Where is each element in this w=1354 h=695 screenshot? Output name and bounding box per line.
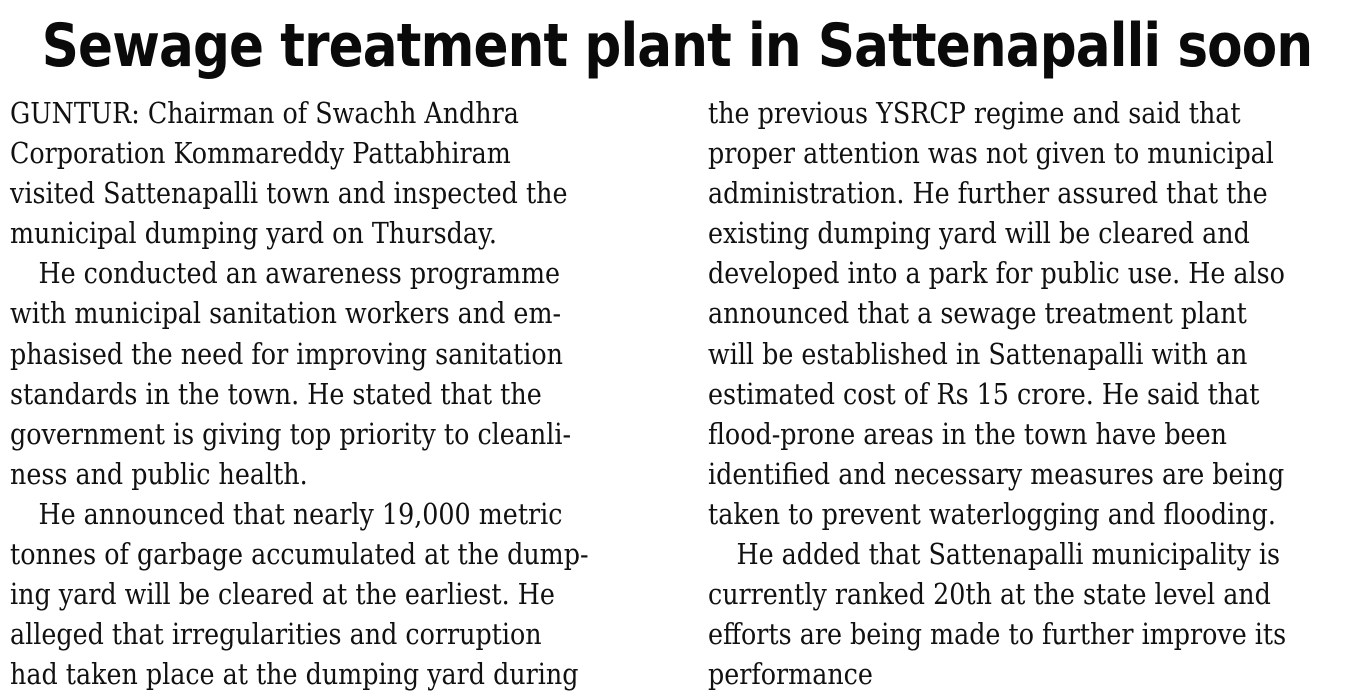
article-text-line: visited Sattenapalli town and inspected the bbox=[10, 177, 568, 211]
article-text-line: proper attention was not given to municipal bbox=[708, 137, 1274, 171]
article-column-left bbox=[10, 94, 660, 695]
article-text-line: identified and necessary measures are being bbox=[708, 457, 1285, 491]
article-text-line: municipal dumping yard on Thursday. bbox=[10, 217, 497, 251]
article-text-line: He added that Sattenapalli municipality is bbox=[736, 538, 1281, 572]
article-text-line: with municipal sanitation workers and em- bbox=[10, 297, 562, 331]
article-text-line: estimated cost of Rs 15 crore. He said that bbox=[708, 377, 1260, 411]
article-text-line: efforts are being made to further improve its bbox=[708, 618, 1287, 652]
article-text-line: ing yard will be cleared at the earliest. He bbox=[10, 578, 555, 612]
article-text-line: alleged that irregularities and corruption bbox=[10, 618, 542, 652]
article-text-line: existing dumping yard will be cleared and bbox=[708, 217, 1250, 251]
article-text-line: GUNTUR: Chairman of Swachh Andhra bbox=[10, 97, 519, 130]
article-headline: Sewage treatment plant in Sattenapalli soon bbox=[41, 11, 1313, 81]
article-text-line: standards in the town. He stated that the bbox=[10, 377, 542, 411]
article-text-line: ness and public health. bbox=[10, 457, 308, 491]
article-text-line: Corporation Kommareddy Pattabhiram bbox=[10, 137, 511, 171]
article-text-line: will be established in Sattenapalli with an bbox=[708, 337, 1248, 371]
article-text-line: taken to prevent waterlogging and flooding. bbox=[708, 497, 1276, 531]
article-text-line: performance bbox=[708, 658, 873, 692]
article-text-line: developed into a park for public use. He also bbox=[708, 257, 1285, 291]
article-text-line: the previous YSRCP regime and said that bbox=[708, 97, 1241, 130]
article-column-right bbox=[708, 94, 1354, 695]
article-text-line: announced that a sewage treatment plant bbox=[708, 297, 1247, 331]
article-text-line: government is giving top priority to cleanli- bbox=[10, 417, 572, 451]
article-text-line: administration. He further assured that the bbox=[708, 177, 1268, 211]
article-text-line: had taken place at the dumping yard during bbox=[10, 658, 579, 692]
article-text-line: phasised the need for improving sanitation bbox=[10, 337, 563, 371]
article-text-line: He conducted an awareness programme bbox=[38, 257, 561, 291]
article-text-line: He announced that nearly 19,000 metric bbox=[38, 497, 563, 531]
article-text-line: flood-prone areas in the town have been bbox=[708, 417, 1227, 451]
article-text-line: currently ranked 20th at the state level and bbox=[708, 578, 1271, 612]
article-text-line: tonnes of garbage accumulated at the dump- bbox=[10, 538, 589, 572]
